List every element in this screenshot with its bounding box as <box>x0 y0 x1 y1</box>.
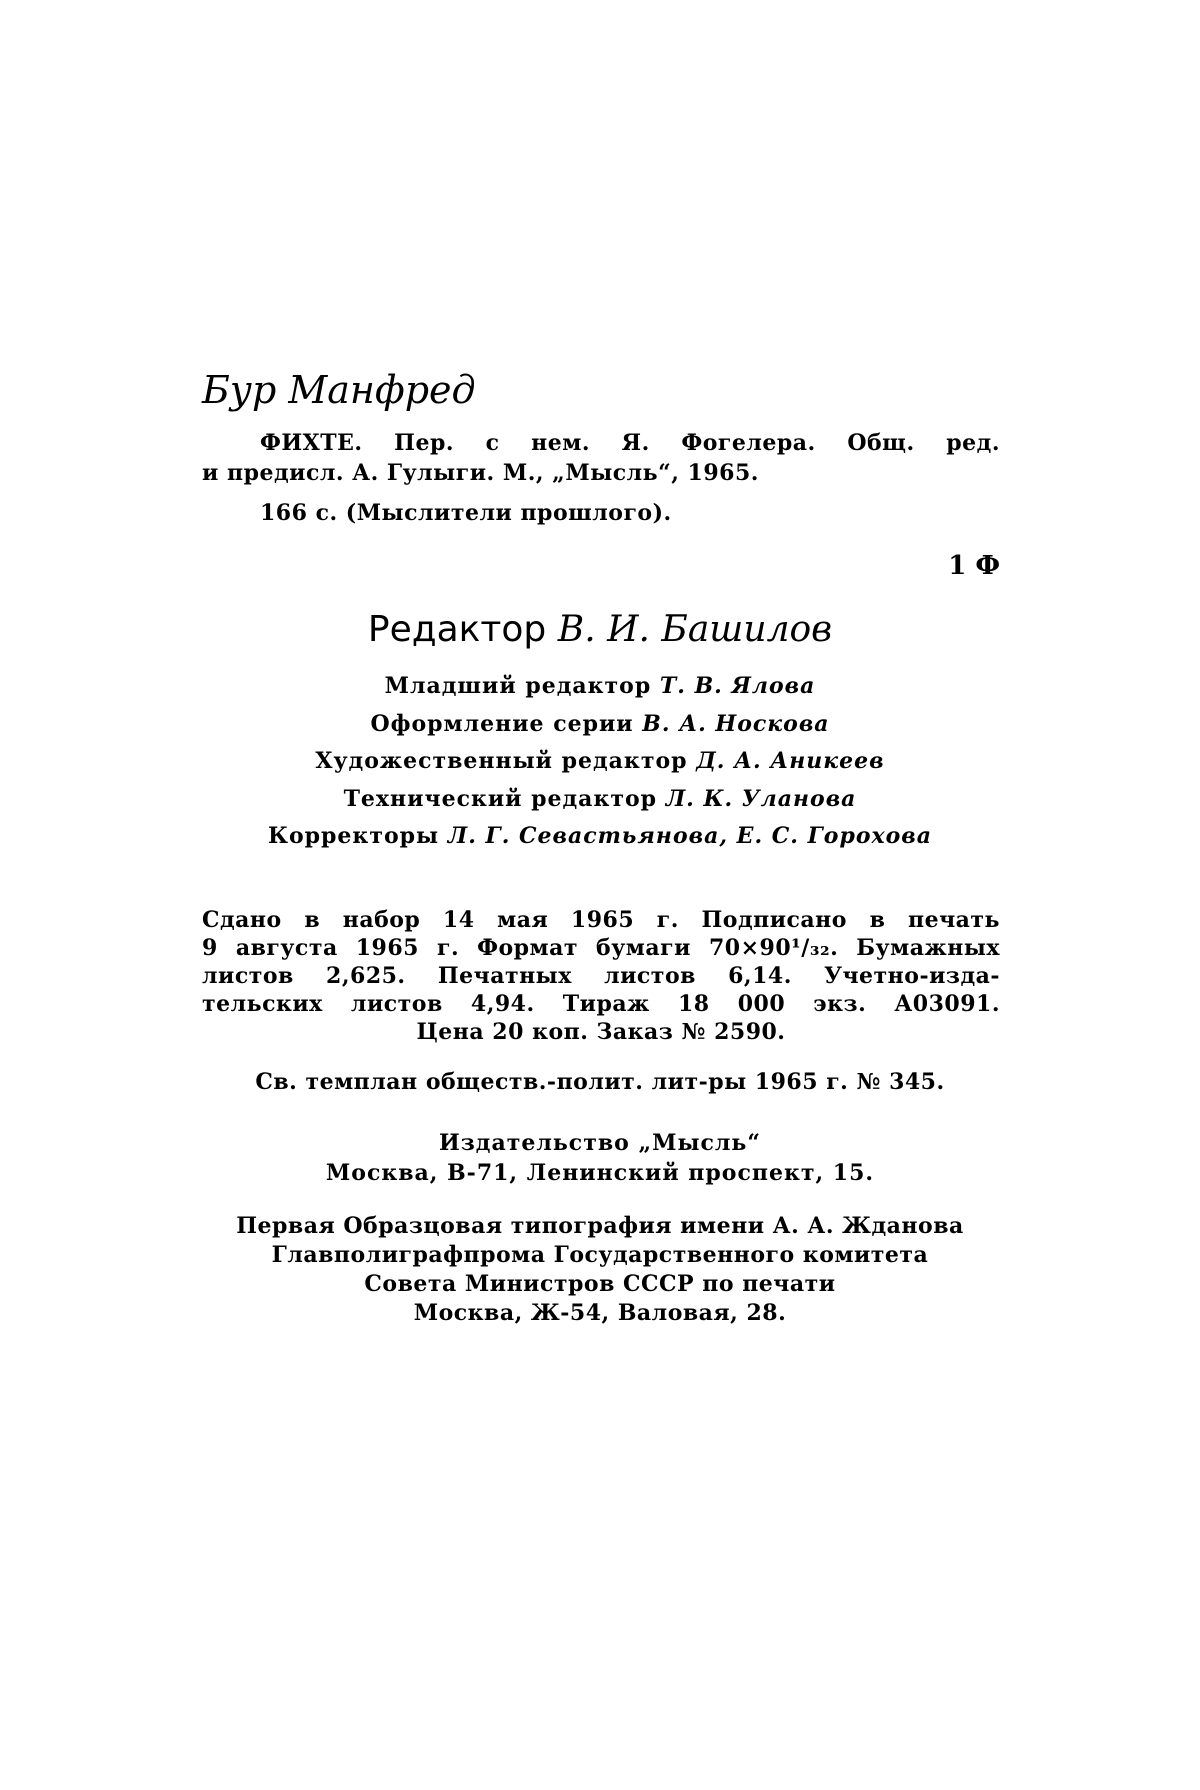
editor-line <box>0 608 1200 652</box>
biblio-line-2: и предисл. А. Гулыги. М., „Мысль“, 1965. <box>202 460 759 486</box>
staff-name: Л. К. Уланова <box>665 785 857 812</box>
editor-label: Редактор <box>367 609 547 650</box>
staff-name: Т. В. Ялова <box>659 673 816 699</box>
staff-role: Корректоры <box>267 823 440 849</box>
printer-line-3: Совета Министров СССР по печати <box>364 1271 836 1297</box>
staff-credits <box>0 668 1200 856</box>
printing-line-4: тельских листов 4,94. Тираж 18 000 экз. А03091. <box>202 991 1000 1017</box>
staff-row <box>0 743 1200 781</box>
staff-row <box>0 706 1200 744</box>
printer-block <box>0 1212 1200 1328</box>
printing-line-1: Сдано в набор 14 мая 1965 г. Подписано в печать <box>202 907 1000 933</box>
classification-index: 1 Ф <box>948 551 1000 581</box>
staff-name: В. А. Носкова <box>642 710 830 737</box>
printing-line-3: листов 2,625. Печатных листов 6,14. Учетно-изда- <box>202 963 1000 989</box>
publisher-address: Москва, В-71, Ленинский проспект, 15. <box>325 1160 875 1186</box>
printing-line-2: 9 августа 1965 г. Формат бумаги 70×90¹/₃₂. Бумажных <box>202 935 1000 961</box>
printing-line-5: Цена 20 коп. Заказ № 2590. <box>416 1019 786 1045</box>
author-name: Бур Манфред <box>202 368 476 412</box>
printer-line-1: Первая Образцовая типография имени А. А. Жданова <box>236 1213 964 1239</box>
staff-role: Оформление серии <box>370 710 634 737</box>
staff-role: Технический редактор <box>343 785 658 812</box>
staff-role: Художественный редактор <box>315 748 688 774</box>
biblio-line-1: ФИХТЕ. Пер. с нем. Я. Фогелера. Общ. ред. <box>260 430 1000 456</box>
publisher-block <box>0 1128 1200 1188</box>
staff-row <box>0 818 1200 856</box>
biblio-line-3: 166 с. (Мыслители прошлого). <box>260 500 672 526</box>
staff-row <box>0 668 1200 706</box>
printer-line-4: Москва, Ж-54, Валовая, 28. <box>413 1300 787 1326</box>
staff-name: Л. Г. Севастьянова, Е. С. Горохова <box>447 823 932 849</box>
staff-role: Младший редактор <box>384 673 652 699</box>
staff-row <box>0 781 1200 819</box>
publishing-plan-line: Св. темплан обществ.-полит. лит-ры 1965 г. № 345. <box>255 1069 945 1095</box>
printing-details <box>202 906 1000 1046</box>
editor-name: В. И. Башилов <box>557 609 833 650</box>
staff-name: Д. А. Аникеев <box>696 748 885 774</box>
printer-line-2: Главполиграфпрома Государственного комитета <box>271 1242 929 1268</box>
bibliographic-entry <box>202 428 1000 528</box>
publisher-name: Издательство „Мысль“ <box>438 1130 762 1156</box>
